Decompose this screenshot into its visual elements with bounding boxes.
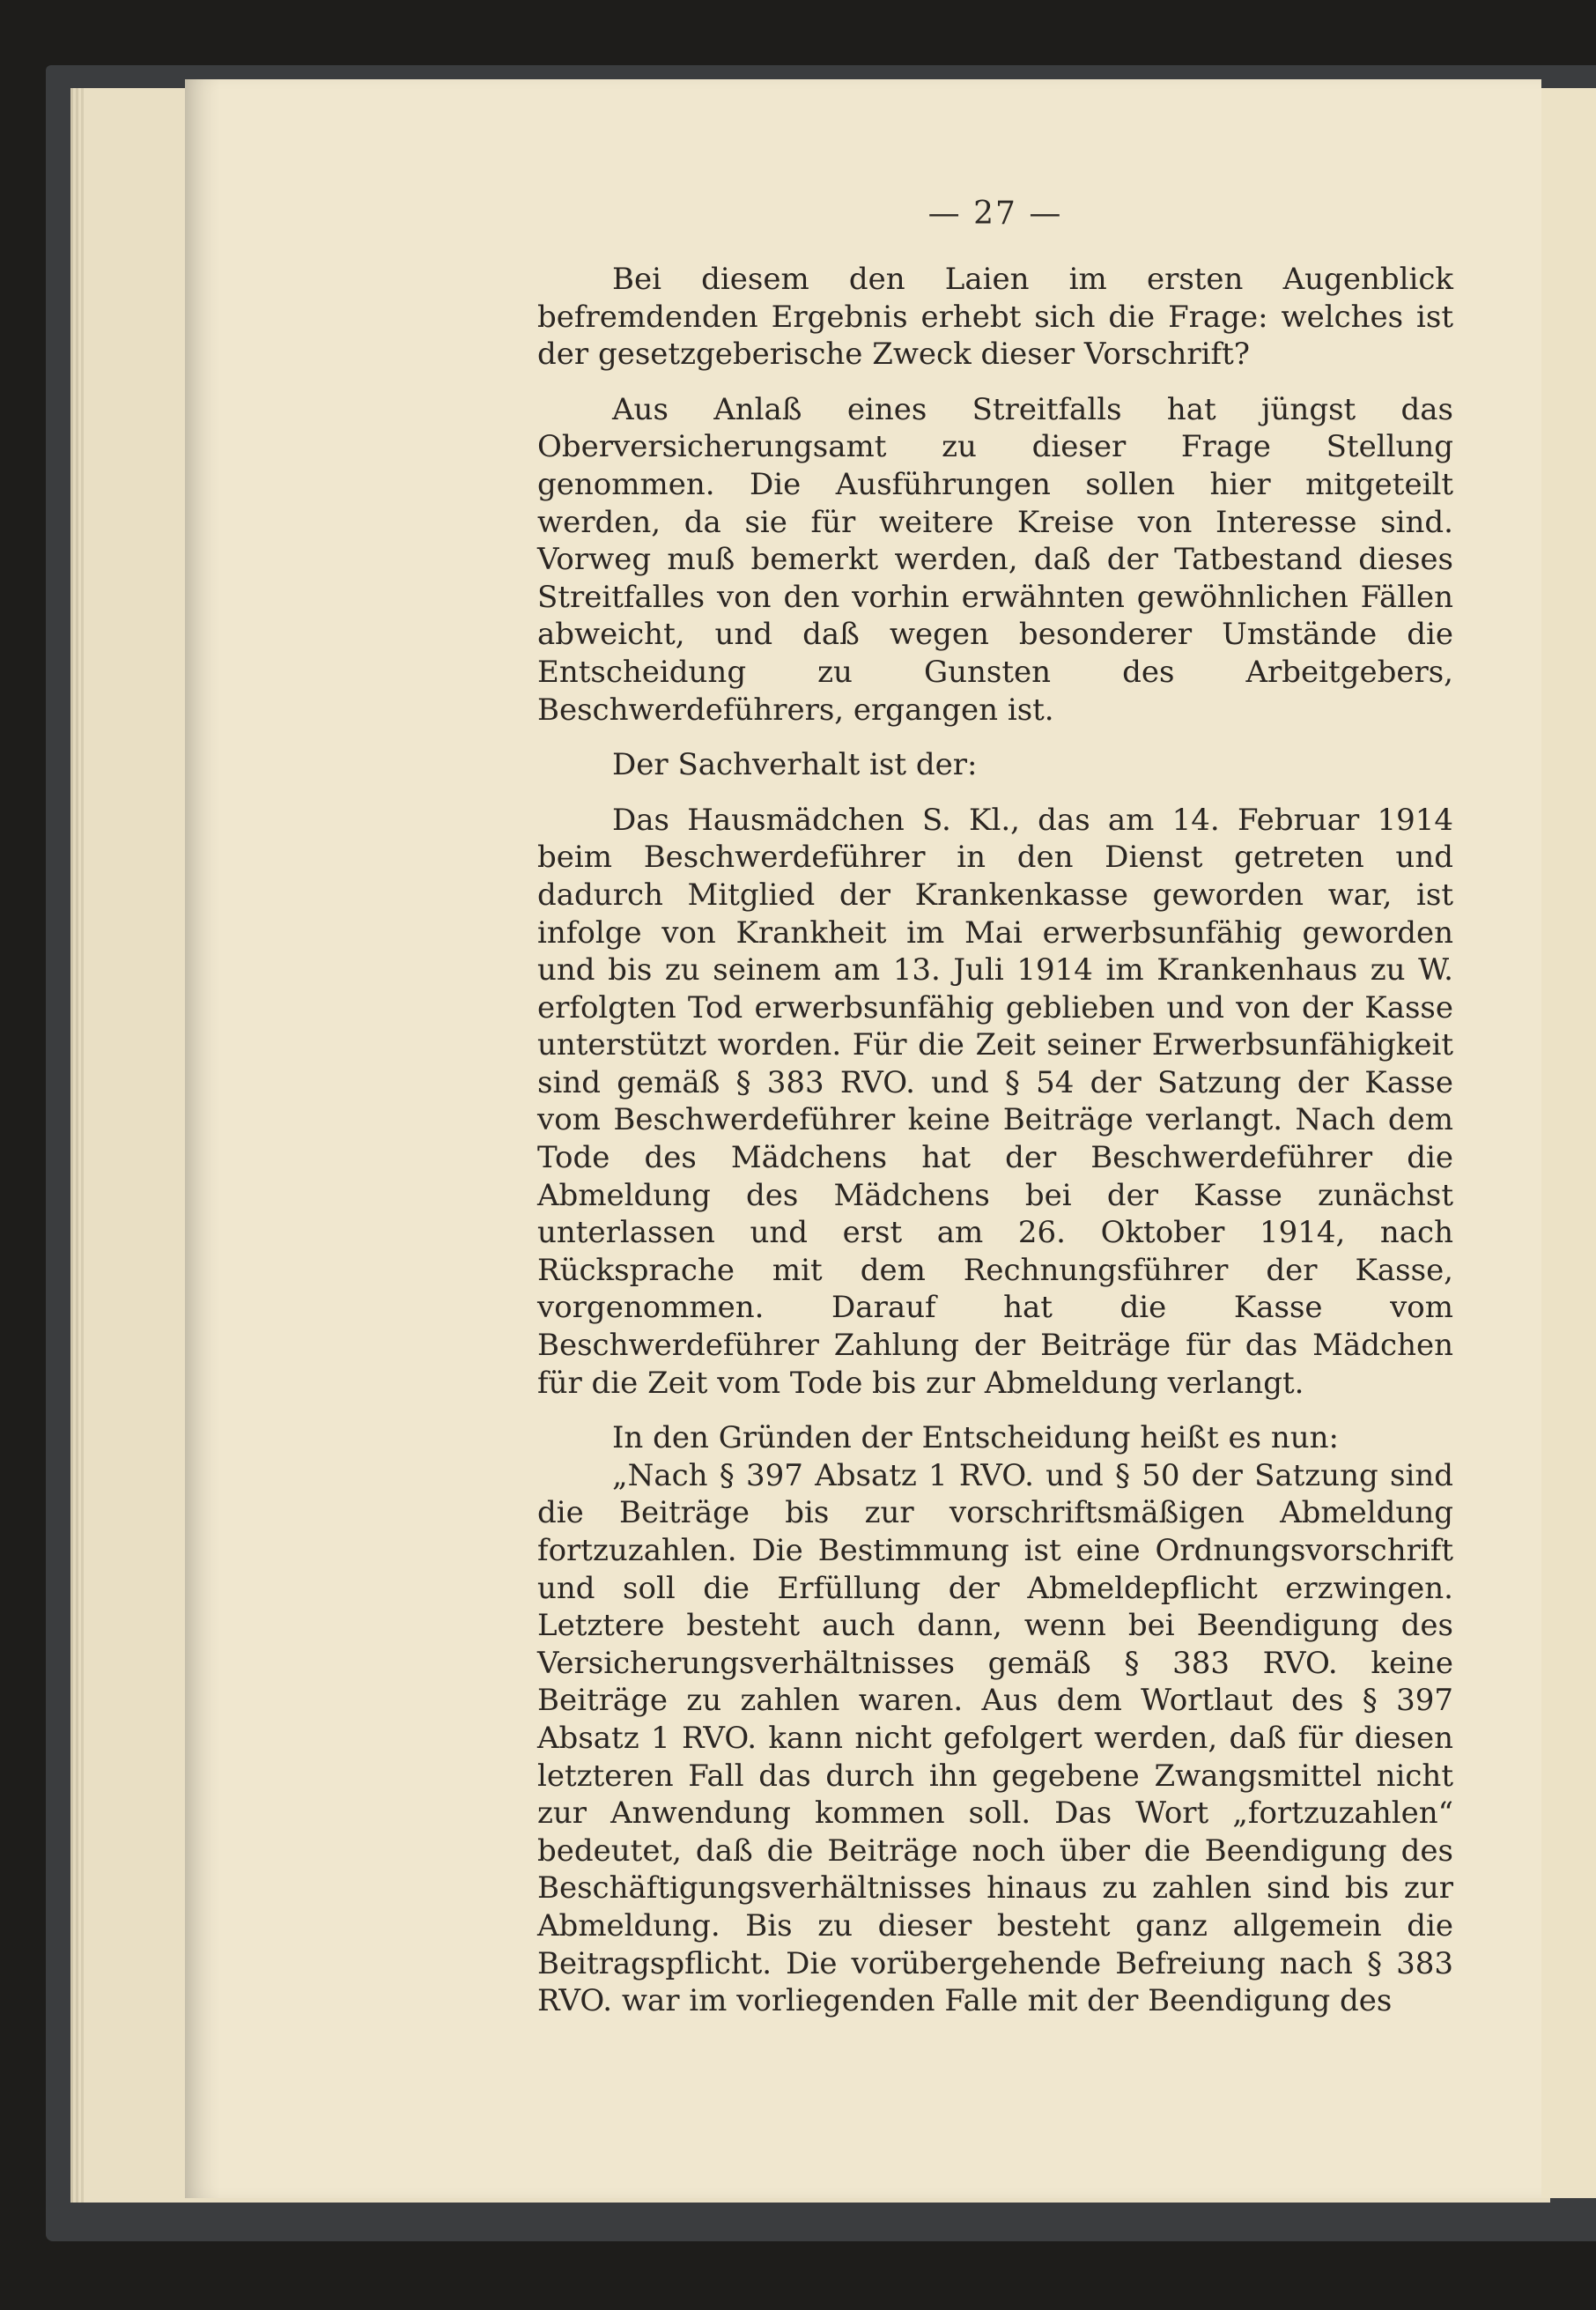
- paragraph-reasons-intro: In den Gründen der Entscheidung heißt es nun:: [612, 1420, 1339, 1456]
- paragraph-facts: Das Hausmädchen S. Kl., das am 14. Februar 1914 beim Beschwerdeführer in den Dienst getreten und dadurch Mitglied der Krankenkasse geworden war, ist infolge von Krankheit im Mai erwerbsunfähig geworden und bis zu seinem am 13. Juli 1914 im Krankenhaus zu W. erfolgten Tod erwerbsunfähig geblieben und von der Kasse unterstützt worden. Für die Zeit seiner Erwerbsunfähigkeit sind gemäß § 383 RVO. und § 54 der Satzung der Kasse vom Beschwerdeführer keine Beiträge verlangt. Nach dem Tode des Mädchens hat der Beschwerdeführer die Abmeldung des Mädchens bei der Kasse zunächst unterlassen und erst am 26. Oktober 1914, nach Rücksprache mit dem Rechnungsführer der Kasse, vorgenommen. Darauf hat die Kasse vom Beschwerdeführer Zahlung der Beiträge für das Mädchen für die Zeit vom Tode bis zur Abmeldung verlangt.: [537, 802, 1453, 1401]
- paragraph-question: Bei diesem den Laien im ersten Augenblick befremdenden Ergebnis erhebt sich die Frage: welches ist der gesetzgeberische Zweck dieser Vorschrift?: [537, 262, 1453, 373]
- paragraph-occasion: Aus Anlaß eines Streitfalls hat jüngst das Oberversicherungsamt zu dieser Frage Stellung genommen. Die Ausführungen sollen hier mitgeteilt werden, da sie für weitere Kreise von Interesse sind. Vorweg muß bemerkt werden, daß der Tatbestand dieses Streitfalles von den vorhin erwähnten gewöhnlichen Fällen abweicht, und daß wegen besonderer Umstände die Entscheidung zu Gunsten des Arbeitgebers, Beschwerdeführers, ergangen ist.: [537, 391, 1453, 728]
- page-body: [537, 261, 1453, 2020]
- page-number: — 27 —: [927, 196, 1063, 232]
- paragraph-facts-intro: Der Sachverhalt ist der:: [612, 747, 978, 783]
- facing-page-edge: [1537, 88, 1596, 2198]
- paragraph-quote: „Nach § 397 Absatz 1 RVO. und § 50 der Satzung sind die Beiträge bis zur vorschriftsmäßigen Abmeldung fortzuzahlen. Die Bestimmung ist eine Ordnungsvorschrift und soll die Erfüllung der Abmeldepflicht erzwingen. Letztere besteht auch dann, wenn bei Beendigung des Versicherungsverhältnisses gemäß § 383 RVO. keine Beiträge zu zahlen waren. Aus dem Wortlaut des § 397 Absatz 1 RVO. kann nicht gefolgert werden, daß für diesen letzteren Fall das durch ihn gegebene Zwangsmittel nicht zur Anwendung kommen soll. Das Wort „fortzuzahlen“ bedeutet, daß die Beiträge noch über die Beendigung des Beschäftigungsverhältnisses hinaus zu zahlen sind bis zur Abmeldung. Bis zu dieser besteht ganz allgemein die Beitragspflicht. Die vorübergehende Befreiung nach § 383 RVO. war im vorliegenden Falle mit der Beendigung des: [537, 1457, 1453, 2019]
